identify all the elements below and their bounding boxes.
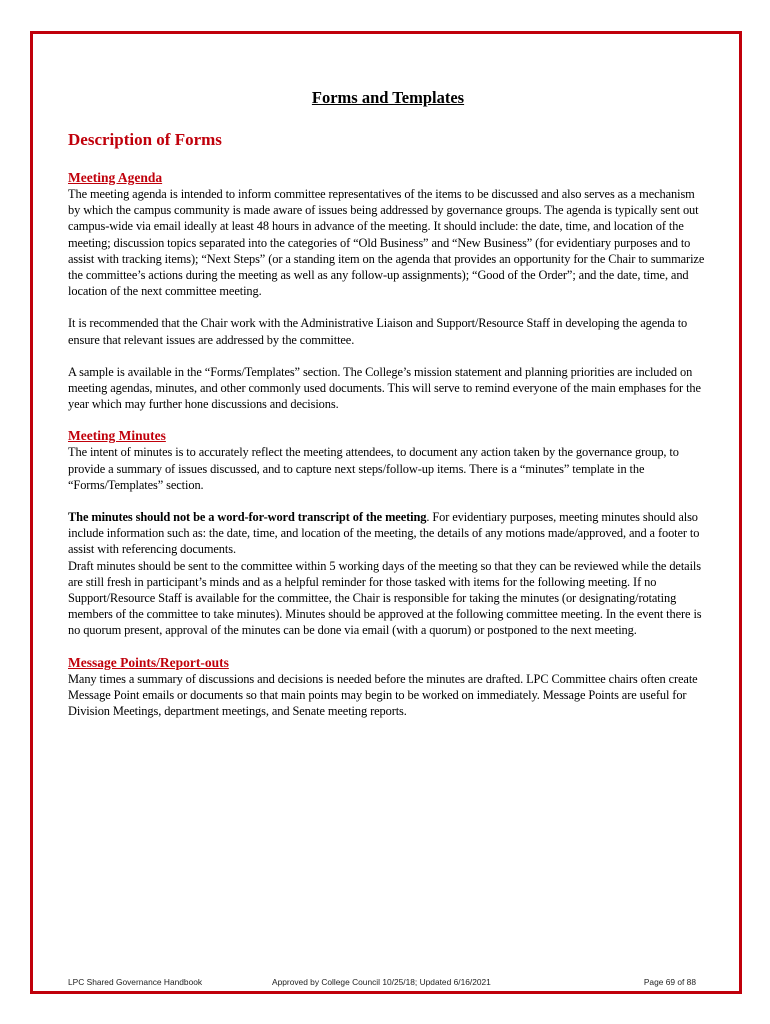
minutes-paragraph-2-rest: . For evidentiary purposes, meeting minutes should also include information such as: the date, time, and location of the meeting, the details of any motions made/approved, and a footer to assist with referencing documents. bbox=[68, 510, 700, 557]
meeting-agenda-paragraph-3: A sample is available in the “Forms/Templates” section. The College’s mission statement and planning priorities are included on meeting agendas, minutes, and other commonly used documents. This will serve to remind everyone of the main emphases for the year which may further hone discussions and decisions. bbox=[68, 364, 701, 412]
meeting-minutes-heading: Meeting Minutes bbox=[68, 428, 166, 444]
document-body bbox=[68, 86, 708, 719]
meeting-agenda-heading: Meeting Agenda bbox=[68, 170, 163, 185]
meeting-minutes-paragraph-1: The intent of minutes is to accurately reflect the meeting attendees, to document any action taken by the governance group, to provide a summary of issues discussed, and to capture next steps/follow-up items. There is a “minutes” template in the “Forms/Templates” section. bbox=[68, 445, 679, 492]
meeting-minutes-paragraph-2 bbox=[68, 509, 708, 558]
meeting-agenda-paragraph-2: It is recommended that the Chair work with the Administrative Liaison and Support/Resource Staff in developing the agenda to ensure that relevant issues are addressed by the committee. bbox=[68, 316, 688, 347]
footer-approval-note: Approved by College Council 10/25/18; Updated 6/16/2021 bbox=[272, 977, 491, 987]
meeting-agenda-paragraph-1: The meeting agenda is intended to inform committee representatives of the items to be discussed and also serves as a mechanism by which the campus community is made aware of issues being addressed by governance groups. The agenda is typically sent out campus-wide via email ideally at least 48 hours in advance of the meeting. It should include: the date, time, and location of the meeting; discussion topics separated into the categories of “Old Business” and “New Business” (for evidentiary purposes and to assist with tracking items); “Next Steps” (or a standing item on the agenda that provides an opportunity for the Chair to summarize the committee’s actions during the meeting as well as any follow-up assignments); “Good of the Order”; and the date, time, and location of the next committee meeting. bbox=[68, 187, 705, 299]
meeting-minutes-paragraph-3: Draft minutes should be sent to the committee within 5 working days of the meeting so that they can be reviewed while the details are still fresh in participant’s minds and as a helpful reminder for those tasked with items for the following meeting. If no Support/Resource Staff is available for the committee, the Chair is responsible for taking the minutes (or designating/rotating members of the committee to take minutes). Minutes should be approved at the following committee meeting. In the event there is no quorum present, approval of the minutes can be done via email (with a quorum) or postponed to the next meeting. bbox=[68, 558, 702, 638]
footer-handbook-title: LPC Shared Governance Handbook bbox=[68, 977, 203, 987]
minutes-emphasis-text: The minutes should not be a word-for-word transcript of the meeting bbox=[68, 510, 427, 525]
document-title: Forms and Templates bbox=[311, 88, 465, 107]
footer-page-number: Page 69 of 88 bbox=[643, 977, 696, 987]
section-heading-description-of-forms: Description of Forms bbox=[68, 130, 222, 149]
message-points-heading: Message Points/Report-outs bbox=[68, 654, 229, 670]
message-points-paragraph-1: Many times a summary of discussions and decisions is needed before the minutes are drafted. LPC Committee chairs often create Message Point emails or documents so that main points may begin to be worked on immediately. Message Points are useful for Division Meetings, department meetings, and Senate meeting reports. bbox=[68, 671, 698, 719]
